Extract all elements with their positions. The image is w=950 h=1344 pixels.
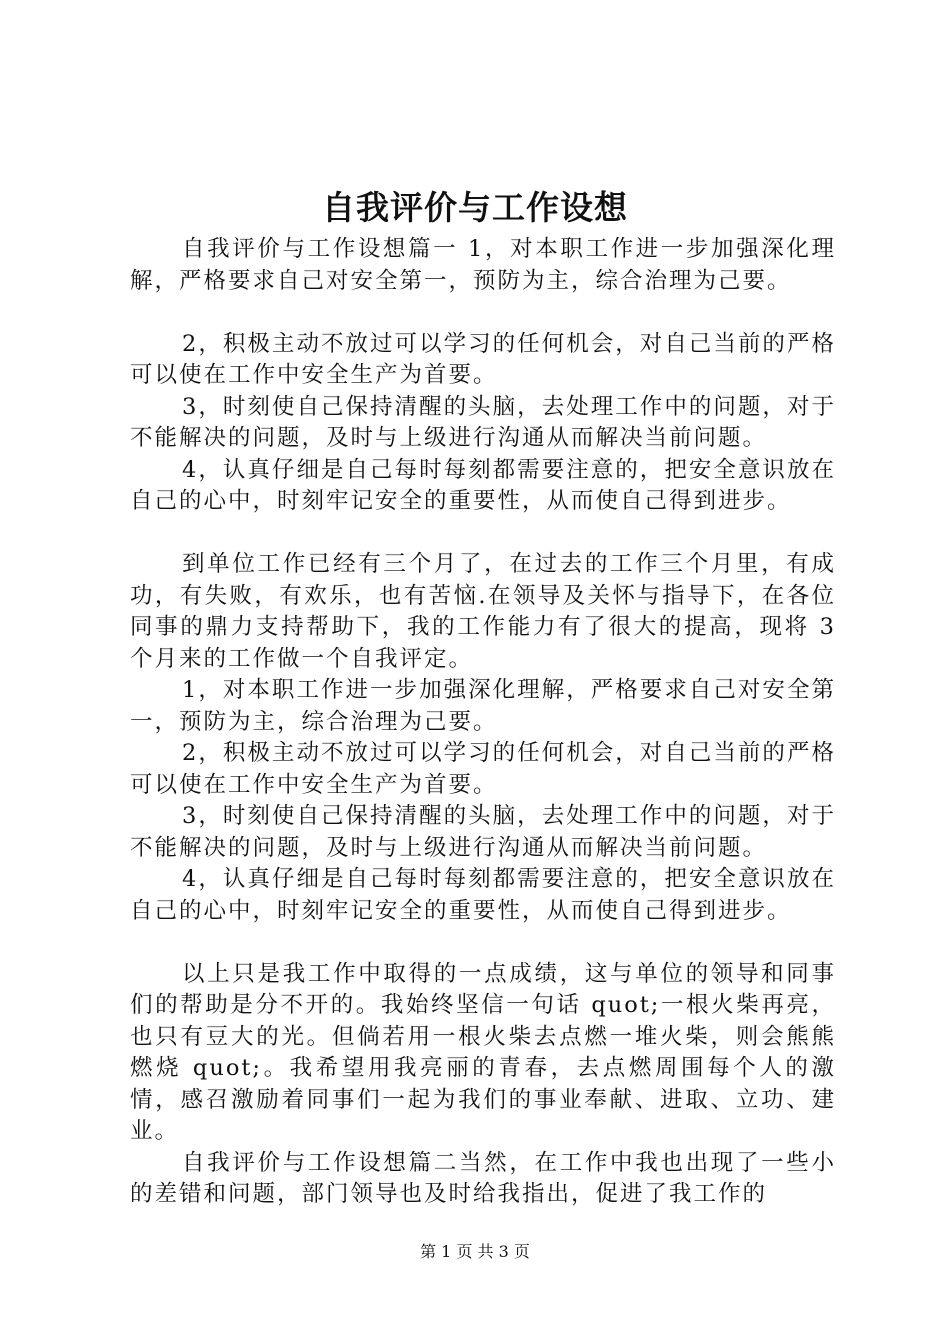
paragraph-8: 3，时刻使自己保持清醒的头脑，去处理工作中的问题，对于不能解决的问题，及时与上级进行沟通从而解决当前问题。 <box>130 803 836 861</box>
paragraph-9: 4，认真仔细是自己每时每刻都需要注意的，把安全意识放在自己的心中，时刻牢记安全的重要性，从而使自己得到进步。 <box>130 866 836 924</box>
paragraph-5: 到单位工作已经有三个月了，在过去的工作三个月里，有成功，有失败，有欢乐，也有苦恼.在领导及关怀与指导下，在各位同事的鼎力支持帮助下，我的工作能力有了很大的提高，现将 3 个月来的工作做一个自我评定。 <box>130 551 836 672</box>
document-title: 自我评价与工作设想 <box>322 188 628 227</box>
page-footer: 第 1 页 共 3 页 <box>420 1242 530 1261</box>
paragraph-11: 自我评价与工作设想篇二当然，在工作中我也出现了一些小的差错和问题，部门领导也及时给我指出，促进了我工作的 <box>130 1149 836 1207</box>
paragraph-4: 4，认真仔细是自己每时每刻都需要注意的，把安全意识放在自己的心中，时刻牢记安全的重要性，从而使自己得到进步。 <box>130 456 836 514</box>
document-body <box>130 234 836 1211</box>
paragraph-7: 2，积极主动不放过可以学习的任何机会，对自己当前的严格可以使在工作中安全生产为首要。 <box>130 740 836 798</box>
paragraph-3: 3，时刻使自己保持清醒的头脑，去处理工作中的问题，对于不能解决的问题，及时与上级进行沟通从而解决当前问题。 <box>130 393 836 451</box>
paragraph-10: 以上只是我工作中取得的一点成绩，这与单位的领导和同事们的帮助是分不开的。我始终坚信一句话 quot;一根火柴再亮，也只有豆大的光。但倘若用一根火柴去点燃一堆火柴，则会熊熊燃烧 quot;。我希望用我亮丽的青春，去点燃周围每个人的激情，感召激励着同事们一起为我们的事业奉献、进取、立功、建业。 <box>130 960 836 1144</box>
paragraph-1: 自我评价与工作设想篇一 1，对本职工作进一步加强深化理解，严格要求自己对安全第一，预防为主，综合治理为己要。 <box>130 236 836 294</box>
paragraph-2: 2，积极主动不放过可以学习的任何机会，对自己当前的严格可以使在工作中安全生产为首要。 <box>130 330 836 388</box>
paragraph-6: 1，对本职工作进一步加强深化理解，严格要求自己对安全第一，预防为主，综合治理为己要。 <box>130 677 836 735</box>
